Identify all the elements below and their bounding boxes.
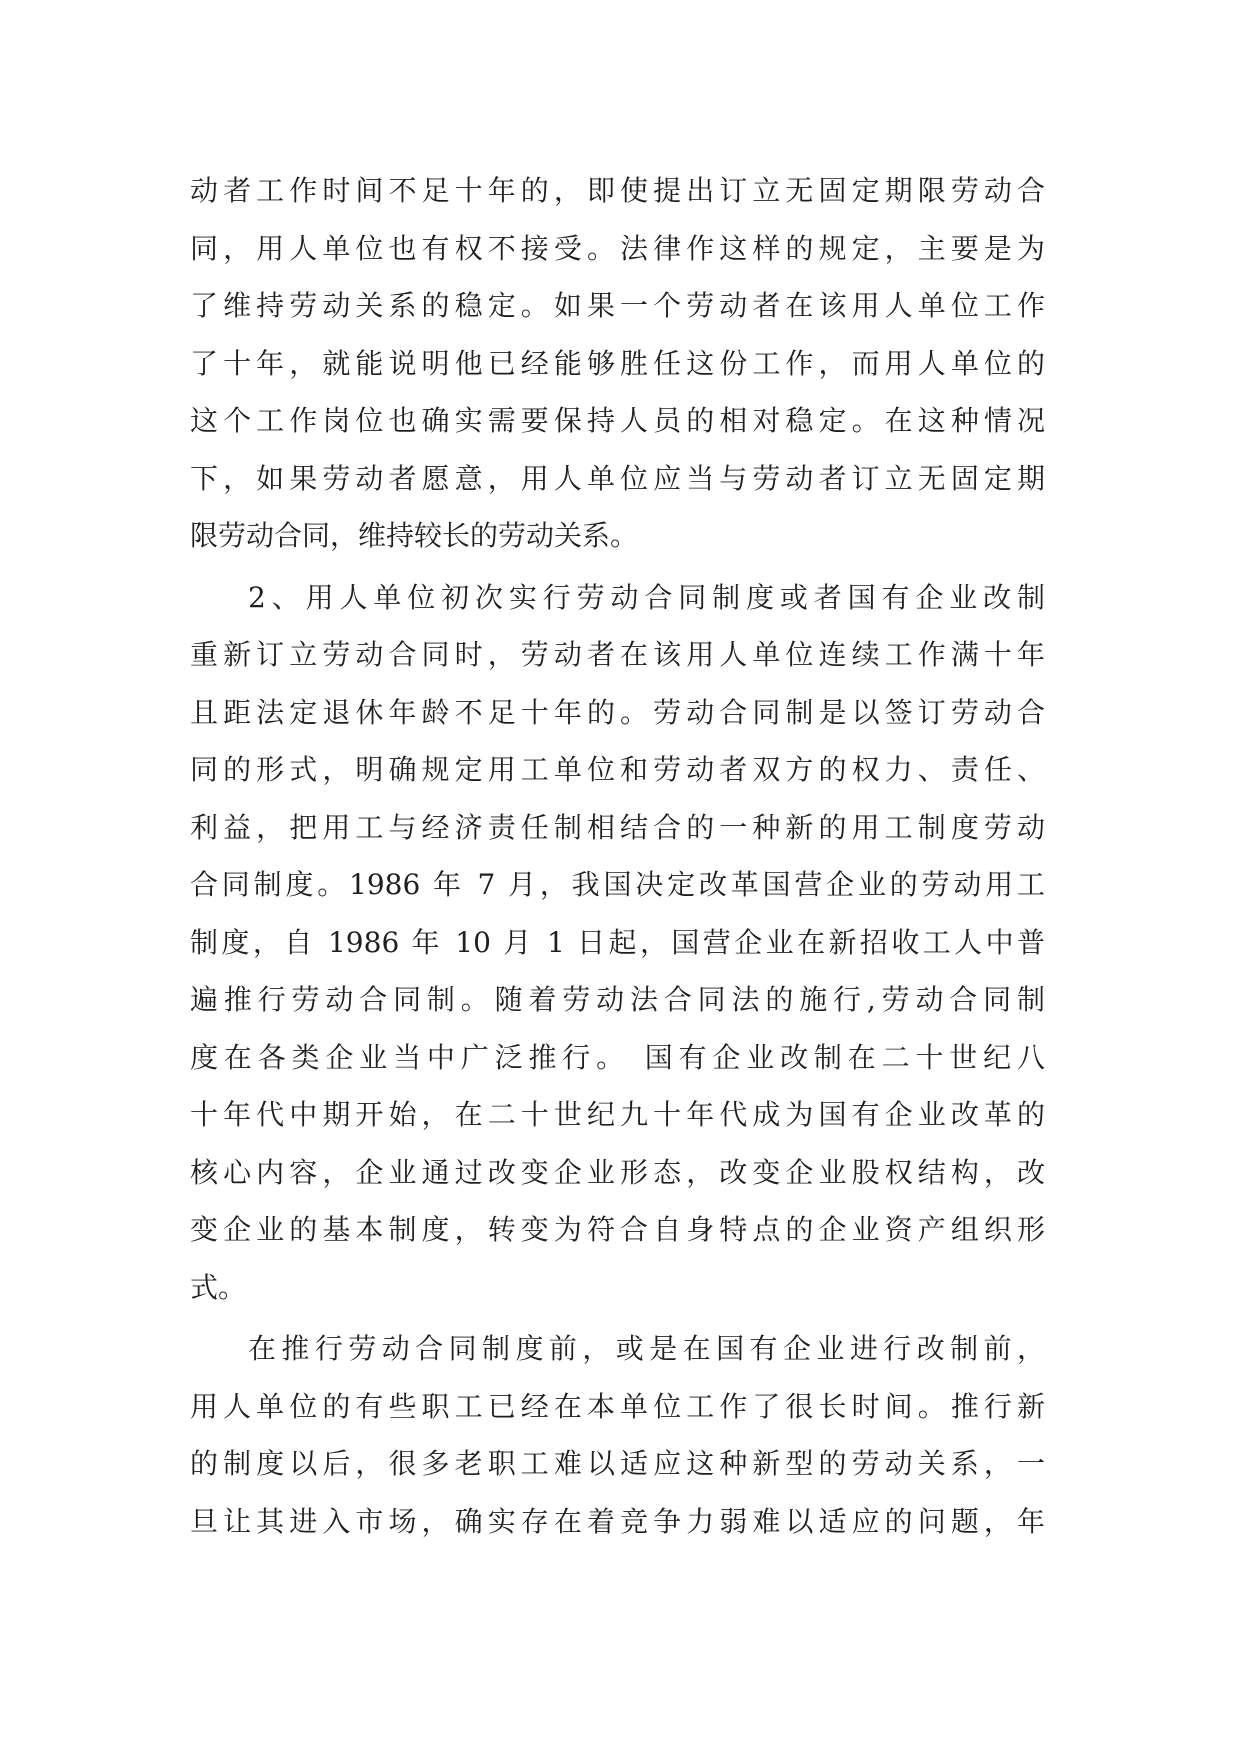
text-line: 旦让其进入市场，确实存在着竞争力弱难以适应的问题，年 (190, 1504, 1045, 1538)
text-line: 同，用人单位也有权不接受。法律作这样的规定，主要是为 (190, 231, 1045, 265)
text-line: 合同制度。1986 年 7 月，我国决定改革国营企业的劳动用工 (190, 868, 1045, 901)
text-line: 遍推行劳动合同制。随着劳动法合同法的施行,劳动合同制 (190, 983, 1045, 1016)
paragraph-first-line: 在推行劳动合同制度前，或是在国有企业进行改制前， (248, 1332, 1045, 1365)
text-line: 变企业的基本制度，转变为符合自身特点的企业资产组织形 (190, 1213, 1045, 1246)
text-line: 了十年，就能说明他已经能够胜任这份工作，而用人单位的 (190, 346, 1045, 380)
body-text (190, 162, 1045, 1550)
text-line: 利益，把用工与经济责任制相结合的一种新的用工制度劳动 (190, 810, 1045, 844)
text-line: 动者工作时间不足十年的，即使提出订立无固定期限劳动合 (190, 174, 1045, 207)
text-line: 下，如果劳动者愿意，用人单位应当与劳动者订立无固定期 (190, 461, 1045, 495)
text-line: 用人单位的有些职工已经在本单位工作了很长时间。推行新 (190, 1389, 1045, 1423)
text-line: 且距法定退休年龄不足十年的。劳动合同制是以签订劳动合 (190, 695, 1045, 729)
text-line: 重新订立劳动合同时，劳动者在该用人单位连续工作满十年 (190, 638, 1045, 671)
text-line: 这个工作岗位也确实需要保持人员的相对稳定。在这种情况 (190, 404, 1045, 437)
text-line: 核心内容，企业通过改变企业形态，改变企业股权结构，改 (190, 1155, 1045, 1189)
text-line: 式。 (190, 1270, 247, 1304)
text-line: 的制度以后，很多老职工难以适应这种新型的劳动关系，一 (190, 1447, 1045, 1480)
text-line: 同的形式，明确规定用工单位和劳动者双方的权力、责任、 (190, 753, 1045, 786)
paragraph-first-line: 2、用人单位初次实行劳动合同制度或者国有企业改制 (248, 580, 1045, 614)
text-line: 了维持劳动关系的稳定。如果一个劳动者在该用人单位工作 (190, 289, 1045, 322)
text-line: 度在各类企业当中广泛推行。 国有企业改制在二十世纪八 (190, 1040, 1045, 1074)
text-line: 十年代中期开始，在二十世纪九十年代成为国有企业改革的 (190, 1098, 1045, 1131)
text-line: 限劳动合同，维持较长的劳动关系。 (190, 519, 639, 552)
text-line: 制度，自 1986 年 10 月 1 日起，国营企业在新招收工人中普 (190, 925, 1045, 959)
